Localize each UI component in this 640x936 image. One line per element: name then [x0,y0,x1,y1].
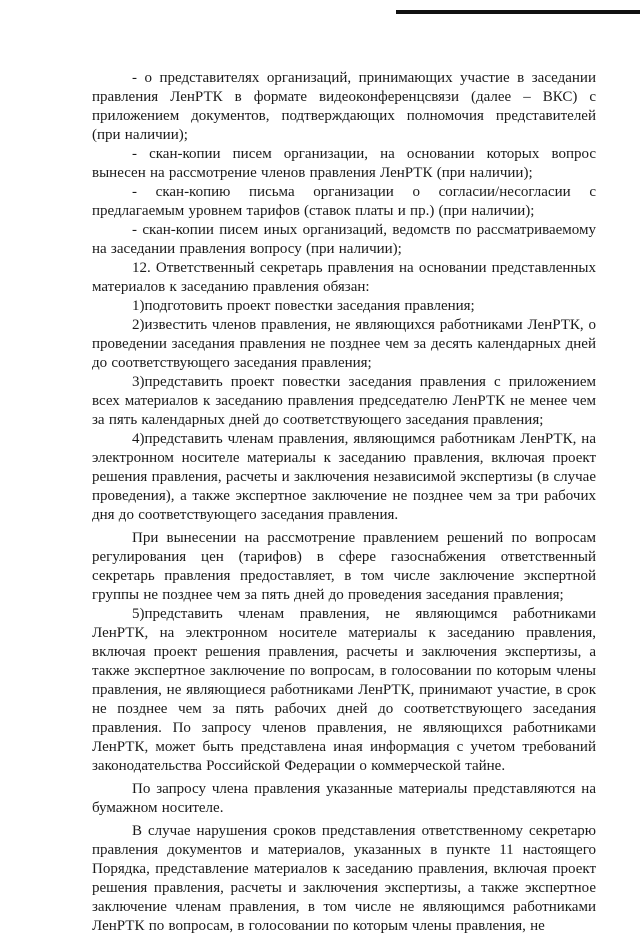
paragraph-tariff-agreement-letter: - скан-копию письма организации о согласии/несогласии с предлагаемым уровнем тарифов (ставок платы и пр.) (при наличии); [92,184,596,219]
paragraph-vks-representatives: - о представителях организаций, принимающих участие в заседании правления ЛенРТК в формате видеоконференцсвязи (далее – ВКС) с приложением документов, подтверждающих полномочия представителей (при наличии); [92,70,596,143]
paragraph-item-4: 4)представить членам правления, являющимся работникам ЛенРТК, на электронном носителе материалы к заседанию правления, включая проект решения правления, расчеты и заключения независимой экспертизы (в случае проведения), а также экспертное заключение не позднее чем за три рабочих дня до соответствующего заседания правления. [92,431,596,523]
paragraph-other-agencies-letters: - скан-копии писем иных организаций, ведомств по рассматриваемому на заседании правления вопросу (при наличии); [92,222,596,257]
paragraph-organization-letters: - скан-копии писем организации, на основании которых вопрос вынесен на рассмотрение членов правления ЛенРТК (при наличии); [92,146,596,181]
top-scan-border [396,10,640,14]
paragraph-item-5: 5)представить членам правления, не являющимся работниками ЛенРТК, на электронном носителе материалы к заседанию правления, включая проект решения правления, расчеты и заключения экспертизы, а также экспертное заключение по вопросам, в голосовании по которым члены правления, не являющиеся работниками ЛенРТК, принимают участие, в срок не позднее чем за пять рабочих дней до соответствующего заседания правления. По запросу членов правления, не являющихся работниками ЛенРТК, может быть представлена иная информация с учетом требований законодательства Российской Федерации о коммерческой тайне. [92,606,596,774]
paragraph-gas-supply: При вынесении на рассмотрение правлением решений по вопросам регулирования цен (тарифов) в сфере газоснабжения ответственный секретарь правления предоставляет, в том числе заключение экспертной группы не позднее чем за пять дней до проведения заседания правления; [92,530,596,603]
paragraph-paper-request: По запросу члена правления указанные материалы представляются на бумажном носителе. [92,781,596,816]
document-page [92,69,596,936]
paragraph-item-3: 3)представить проект повестки заседания правления с приложением всех материалов к заседанию правления председателю ЛенРТК не менее чем за пять календарных дней до соответствующего заседания правления; [92,374,596,428]
paragraph-section-12: 12. Ответственный секретарь правления на основании представленных материалов к заседанию правления обязан: [92,260,596,295]
paragraph-item-2: 2)известить членов правления, не являющихся работниками ЛенРТК, о проведении заседания правления не позднее чем за десять календарных дней до соответствующего заседания правления; [92,317,596,371]
paragraph-deadline-violation: В случае нарушения сроков представления ответственному секретарю правления документов и материалов, указанных в пункте 11 настоящего Порядка, представление материалов к заседанию правления, включая проект решения правления, расчеты и заключения экспертизы, а также экспертное заключение членам правления, в том числе не являющимся работниками ЛенРТК по вопросам, в голосовании по которым члены правления, не [92,823,596,934]
paragraph-item-1: 1)подготовить проект повестки заседания правления; [132,298,475,314]
